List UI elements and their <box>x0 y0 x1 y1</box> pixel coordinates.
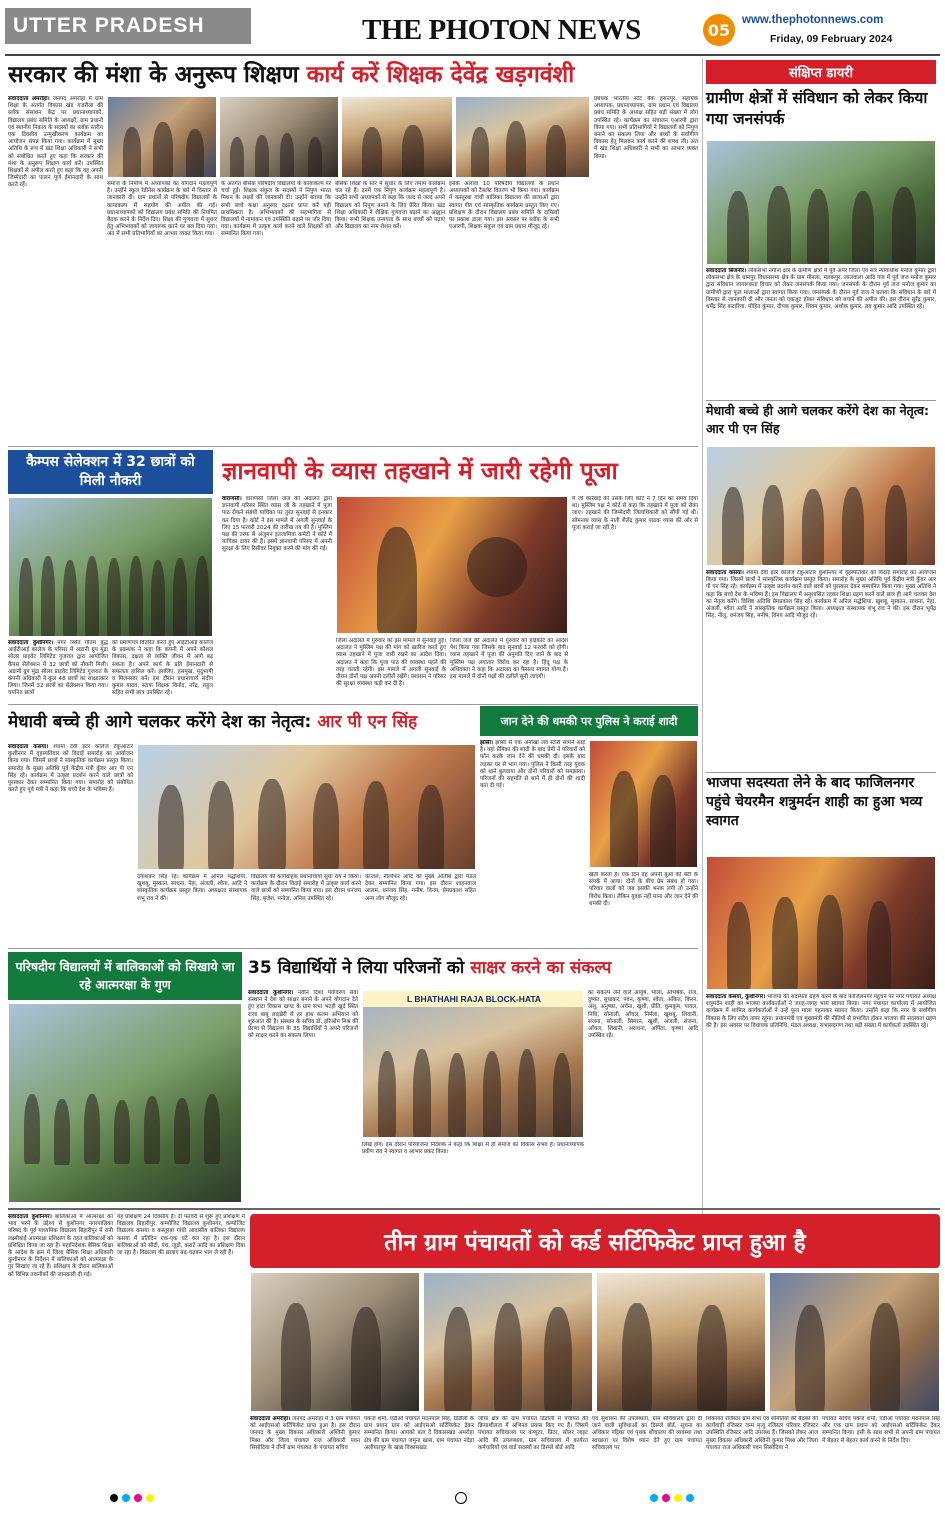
story5-col2: खेती करता है। एक दिन वह अपनी बुआ की बेटी के संपर्क में आया। दोनों के बीच प्रेम संबंध हो गया। परिवार वालों को जब इसकी भनक लगी तो उन्होंने विरोध किया। लेकिन युवक नहीं माना और जान देने की धमकी दी। <box>589 872 698 907</box>
story5-col1 <box>480 740 585 944</box>
story8-photo4 <box>769 1272 940 1412</box>
reg-dot <box>662 1494 670 1502</box>
story4-col2: दयाशंकर सिंह रहे। कार्यक्रम में अनिल मद्धेशिया, खुशबू, मुस्कान, साधना, नेहा, अंजली, श्वेता, आदि ने सांस्कृतिक कार्यक्रम प्रस्तुत किया। अध्यक्षता संस्थापक शंभू राव ने की। <box>137 874 247 902</box>
diary-headline2: मेधावी बच्चे ही आगे चलकर करेंगे देश का नेतृत्व: आर पी एन सिंह <box>706 403 930 436</box>
story8-text1: जनपद अमरोहा में 3 ग्राम पंचायत को आईएसओ सर्टिफिकेट प्राप्त हुआ है। इस दौरान जनपद के मुख्य विकास अधिकारी अश्विनी कुमार मिश्रा और जिला पंचायत राज अधिकारी पवन सिसोदिया ने तीनों ग्राम पंचायत के पंचायत सचिव <box>250 1416 360 1451</box>
story6-photo <box>8 1003 242 1203</box>
story1-col6: प्रबंधक भारतीय स्टेट बैंक हसनपुर, सहायक अध्यापक, प्रधानाध्यापक, ग्राम प्रधान एवं विद्यालय प्रबंध समिति के अध्यक्ष सहित बड़ी संख्या में लोग उपस्थित रहे। कार्यक्रम का संचालन एआरपी द्वारा किया गया। सभी प्रतिभागियों ने विद्यालयों को निपुण बनाने का संकल्प लिया और बच्चों के सर्वांगीण विकास हेतु मिलकर कार्य करने की शपथ ली। अंत में खंड शिक्षा अधिकारी ने सभी का आभार व्यक्त किया। <box>594 96 698 160</box>
page-number: 05 <box>707 20 731 40</box>
story8-col4: एवं सुशासन की उपलब्धता, ग्राम सचिवालय द्वारा दी जाने वाली सुविधाओं का डिस्प्ले बोर्ड, सूचना का अधिकार पट्टिका एवं पृथक शौचालय की व्यवस्था तथा स्वच्छता पर विशेष ध्यान देते हुए ग्राम पंचायत सचिवालय पर <box>592 1416 702 1451</box>
story1-headline-red: कार्य करें शिक्षक देवेंद्र खड़गवंशी <box>306 62 575 88</box>
diary-text: लोकसभा नगीना क्षेत्र के ग्रामीण क्षेत्रों में पूर्व अपर जिला एवं सत्र न्यायाधीश मनोज कुमार द्वारा लोकसभा क्षेत्र के धामपुर विधानसभा क्षेत्र के ग्राम मीनला, मलकपुर, लालवाला आदि गांव में पूर्व जज मनोज कुमार द्वारा संविधान जागरूकता विचार को लेकर जनसंपर्क किया गया। जनसंपर्क के दौरान पूर्व जज मनोज कुमार का ग्रामीणों द्वारा फूल मालाओं द्वारा स्वागत किया गया। जनसंपर्क के दौरान पूर्व जज ने बताया कि संविधान के बारे में विस्तार से जानकारी दी और जनता को एकजुट होकर संविधान को बचाने की अपील की। इस दौरान सुरेंद्र कुमार, धर्मेंद्र सिंह कटारिया, मोहित कुमार, दीपक कुमार, शिवम कुमार, अशोक कुमार, लव कुमार आदि उपस्थित रहे। <box>706 268 936 311</box>
story7-photo <box>362 990 584 1138</box>
diary-byline3: संवाददाता कसया, कुशीनगर। <box>706 994 766 1000</box>
website-link[interactable]: www.thephotonnews.com <box>742 14 884 26</box>
story7-headline-black: 35 विद्यार्थियों ने लिया परिजनों को <box>248 958 465 978</box>
story8-photo1 <box>250 1272 420 1412</box>
row2-rule <box>8 446 698 447</box>
story7-col2: लिखे होंगे। इस दौरान परियोजना निदेशक ने कहा कि शिक्षा से ही समाज का विकास संभव है। प्रधानाध्यापक प्रवीण राव ने स्वागत व आभार प्रकट किया। <box>362 1142 584 1156</box>
row5-rule <box>8 1208 940 1210</box>
reg-dot <box>674 1494 682 1502</box>
story8-col5: शिकायत रजिस्टर ग्राम सभा एवं समितियों की बैठकों की कार्यवाही रजिस्टर जन्म मृत्यु रजिस्टर परिवार रजिस्टर उपस्थिति रजिस्टर आदि उपलब्ध हैं। जिसको लेकर आज मुख्य विकास अधिकारी अश्विनी कुमार मिश्रा और जिला पंचायत राज अधिकारी पवन सिसोदिया ने <box>706 1416 818 1451</box>
story1-headline <box>8 58 698 94</box>
story2-col2: को प्रमाणपत्र वितरित करते हुए आईटीआई कालेज के प्रबन्धक ने कहा कि कंपनी में अपने कौशल विकास, दक्षता से व्यक्ति जीवन में आगे बढ़ सकता है। अपने कार्य के प्रति ईमानदारी से सफलता हासिल करें। इसलिए, हंसमुख, मृदुभाषी व मिलनसार बनें। इस दौरान प्रधानाचार्य संदीप कुमार यादव, स्टाफ शिक्षक विनोद, नरेंद्र, राहुल सहित सभी छात्र उपस्थित रहे। <box>112 640 213 697</box>
story3-byline: वाराणसी। <box>222 496 242 502</box>
reg-dot <box>134 1494 142 1502</box>
row3-rule <box>8 704 698 705</box>
row4-rule <box>8 948 698 949</box>
story8-col2: पंकज शर्मा, एडीओ पंचायत मदनपाल सिंह, डिडौली के ग्राम प्रधान ग्राम को आईएसओ सर्टिफिकेट देकर सम्मानित किया। आपको बता दें विकासखंड अमरोहा क्षेत्र की ग्राम पंचायत जमुना खास, ग्राम पंचायत नंदेड़ा अलीयारपुर के खाद्य विकासखंड <box>364 1416 474 1451</box>
story1-photo4 <box>455 96 590 178</box>
story4-headline <box>8 706 476 740</box>
diary-body3 <box>706 994 936 1154</box>
story4-col3: विद्यालय की कार्यवाहक प्रधानाचार्या सुधा राय ने किया। कार्यक्रम के दौरान विदाई समारोह में उत्कृष्ट कार्य करने वाले छात्रों को सम्मानित किया गया। इस दौरान धनंजय सिंह, बृजेश, मनोज, अनिल उपस्थित रहे। <box>251 874 361 902</box>
story5-byline: झांसी। <box>480 740 494 746</box>
story1-byline: संवाददाता अमरोहा। <box>8 96 50 102</box>
reg-dot <box>650 1494 658 1502</box>
story7-headline-red: साक्षर करने का संकल्प <box>470 958 612 978</box>
issue-date: Friday, 09 February 2024 <box>770 33 893 45</box>
diary-photo3 <box>706 856 936 990</box>
story2-text1: नगर स्थित गौतम बुद्ध आईटीआई कालेज के परिसर में अडानी ग्रुप मुंद्रा सोलर प्राइवेट लिमिटेड गुजरात द्वारा आयोजित कैंपस सेलेक्शन में 32 छात्रों को नौकरी मिली। अडानी ग्रुप मुंद्रा सोलर प्राइवेट लिमिटेड गुजरात के कंपनी अधिकारी ने कुल 48 छात्रों का साक्षात्कार लिया। जिनमें 32 छात्रों का सेलेक्शन किया गया। चयनित छात्रों <box>8 640 108 697</box>
story6-col2: यह प्रशिक्षण 24 दिवसीय है। दो फरवरी से शुरू हुए प्रशिक्षण में विद्यालय बिहारीपुर, कम्पोजिट विद्यालय कुशीनगर, कम्पोजिट विद्यालय कसया व कस्तूरबा गांधी आवासीय बालिका विद्यालय कसया में प्रतिदिन एक-एक घंटे चल रहा है। इस दौरान बालिकाओं को सीटी, पंच, जूडो, कराटे आदि का प्रशिक्षण दिया जा रहा है। विद्यालय की छात्राएं बढ़-चढ़कर भाग ले रही हैं। <box>117 1214 245 1257</box>
diary-text2: श्यामा देवी इंटर कॉलेज टेकुआटार कुशीनगर में वृहस्पतिवार को विदाई समारोह का आयोजन किया गया। जिसमें छात्रों ने सांस्कृतिक कार्यक्रम प्रस्तुत किया। समारोह के मुख्य अतिथि पूर्व केंद्रीय मंत्री कुँवर आर पी एन सिंह रहे। कार्यक्रम में उत्कृष्ट प्रदर्शन करने वाले छात्रों को पुरस्कार देकर सम्मानित किया गया। मुख्य अतिथि ने कहा कि बच्चे देश के भविष्य हैं। इस विद्यालय में अनुशासित रहकर शिक्षा ग्रहण करने वाले छात्र ही आगे चलकर देश का नेतृत्व करेंगे। विशिष्ट अतिथि प्रेमप्रकाश सिंह रहे। कार्यक्रम में अनिल मद्धेशिया, खुशबू, मुस्कान, साधना, नेहा, अंजली, श्वेता आदि ने सांस्कृतिक कार्यक्रम प्रस्तुत किया। अध्यक्षता संस्थापक शंभू राव ने की। इस दौरान भूपेंद्र सिंह, नीलू, धनंजय सिंह, मनीष, विनय आदि मौजूद रहे। <box>706 570 936 620</box>
story7-headline <box>248 952 698 986</box>
story1-photo2 <box>219 96 339 178</box>
registration-crosshair <box>455 1492 467 1504</box>
story1-text1: जनपद अमरोहा में ग्राम शिक्षा के अंतर्गत विकास खंड गजरौला की ब्लॉक संसाधन केंद्र पर प्रधानाध्यापकों, विद्यालय प्रबंध समिति के अध्यक्षों, ग्राम प्रधानों एवं स्थानीय निकाय के सदस्यों का ब्लॉक स्तरीय एक दिवसीय उन्मुखीकरण कार्यक्रम का आयोजन संपन्न किया गया। कार्यक्रम में मुख्य अतिथि के रूप में खंड शिक्षा अधिकारी ने सभी को संबोधित करते हुए कहा कि सरकार की मंशा के अनुरूप शिक्षण कार्य करें। उपस्थित शिक्षकों से अपील करते हुए कहा कि वह अपनी जिम्मेदारी का पालन पूर्ण ईमानदारी के साथ करते रहें। <box>8 96 103 189</box>
story4-headline-red: आर पी एन सिंह <box>317 712 418 732</box>
diary-banner-text: संक्षिप्त डायरी <box>789 66 853 81</box>
registration-marks-right <box>650 1494 780 1504</box>
diary-photo1 <box>706 140 936 265</box>
story1-photo1 <box>107 96 217 178</box>
story7-byline: संवाददाता कुशीनगर। <box>248 990 294 996</box>
story1-col1 <box>8 96 103 442</box>
story2-headline: कैम्पस सेलेक्शन में 32 छात्रों को मिली नौकरी <box>26 454 195 489</box>
story1-col5: इसके अलावा 10 परिषदीय विद्यालयों के प्रधान अध्यापकों को टैबलेट वितरण भी किया गया। कार्यक्रम में कस्तूरबा गांधी बालिका विद्यालय की छात्राओं द्वारा स्वागत गीत एवं सांस्कृतिक कार्यक्रम प्रस्तुत किए गए। प्रशिक्षण के दौरान विद्यालय प्रबंध समिति के दायित्वों पर प्रकाश डाला गया। इस अवसर पर ब्लॉक के सभी एआरपी, शिक्षक संकुल एवं ग्राम प्रधान मौजूद रहे। <box>449 181 559 231</box>
diary-body2 <box>706 570 936 770</box>
story3-text1: वाराणसी जिला जज की अदालत द्वारा ज्ञानवापी परिसर स्थित व्यास जी के तहखाने में पूजा पाठ रोकने संबंधी याचिका पर तुरंत सुनवाई से इनकार कर दिया है। कोर्ट ने इस मामले में अगली सुनवाई के लिए 15 फरवरी 2024 की तारीख तय की है। मुस्लिम पक्ष की तरफ से अंजुमन इंतजामिया कमेटी ने कोर्ट में याचिका दायर की है। इसमें ज्ञानवापी परिसर में अपनी सुरक्षा के लिए रिसीवर नियुक्त करने की मांग की गई। <box>222 496 332 553</box>
story4-col1 <box>8 744 133 944</box>
reg-dot <box>686 1494 694 1502</box>
story5-text1: झांसी से एक अनोखा लव स्टोरी सामने आई है। यहां प्रेमिका की शादी के बाद प्रेमी ने परिवारों को फोन करके जान देने की धमकी दी। इसके बाद लड़का घर से भाग गया। पुलिस ने किसी तरह युवक को थाने बुलवाया और दोनों परिवारों को समझाया। परिजनों की सहमति से थाने में ही दोनों की शादी करा दी गई। <box>480 740 585 790</box>
story8-photo2 <box>423 1272 593 1412</box>
section-label: UTTER PRADESH <box>13 14 205 37</box>
story8-photo3 <box>596 1272 766 1412</box>
story6-byline: संवाददाता कुशीनगर। <box>8 1214 52 1220</box>
diary-rule1 <box>706 400 936 401</box>
diary-banner <box>706 60 936 84</box>
diary-byline: संवाददाता बिजनौर। <box>706 268 747 274</box>
story8-banner <box>250 1214 940 1268</box>
story2-banner <box>8 450 213 494</box>
diary-headline3: भाजपा सदस्यता लेने के बाद फाजिलनगर पहुंचे चेयरमैन शत्रुमर्दन शाही का हुआ भव्य स्वागत <box>706 775 923 829</box>
story2-photo <box>8 497 213 637</box>
reg-dot <box>122 1494 130 1502</box>
story1-col3: के अंतर्गत बेसिक परिषदीय विद्यालयों के कायाकल्प पर चर्चा हुई। शिक्षक संकुल के सदस्यों ने निपुण भारत मिशन के लक्ष्यों की जानकारी दी। उन्होंने बताया कि सभी बच्चे कक्षा अनुसार दक्षता प्राप्त करें यही प्राथमिकता है। अभिभावकों की सहभागिता से विद्यालयों में नामांकन एवं उपस्थिति बढ़ाने पर जोर दिया गया। कार्यक्रम में उत्कृष्ट कार्य करने वाले शिक्षकों को सम्मानित किया गया। <box>221 181 331 238</box>
diary-rule2 <box>706 772 936 773</box>
story8-byline: संवाददाता अमरोहा। <box>250 1416 291 1422</box>
story3-col2: जिला अदालत में गुरुवार को इस मामले में सुनवाई हुई। अदालत ने मुस्लिम पक्ष की मांग को खारिज करते हुए व्यास तहखाने में पूजा जारी रखने का आदेश दिया। अदालत ने कहा कि पूजा पाठ की व्यवस्था पहले की तरह चलती रहेगी। इस मामले में अगली सुनवाई के दौरान दोनों पक्ष अपनी दलीलें रखेंगे। प्रशासन ने परिसर की सुरक्षा व्यवस्था कड़ी कर दी है। <box>336 638 446 688</box>
diary-body <box>706 268 936 398</box>
story5-photo <box>589 740 698 868</box>
diary-text3: भाजपा की सदस्यता ग्रहण करने के बाद फाजिलनगर पहुंचने पर नगर पंचायत अध्यक्ष शत्रुमर्दन शाही का भाजपा कार्यकर्ताओं ने जगह-जगह भव्य स्वागत किया। नगर पंचायत कार्यालय में आयोजित कार्यक्रम में शामिल कार्यकर्ताओं ने उन्हें फूल माला पहनाकर स्वागत किया। उन्होंने कहा कि नगर के सर्वांगीण विकास के लिए सदैव तत्पर रहूंगा। प्रधानमंत्री एवं मुख्यमंत्री की नीतियों से प्रभावित होकर भाजपा की सदस्यता ग्रहण की है। इस अवसर पर विधायक प्रतिनिधि, मंडल अध्यक्ष, सभासदगण तथा बड़ी संख्या में कार्यकर्ता उपस्थित रहे। <box>706 994 936 1029</box>
story6-headline: परिषदीय विद्यालयों में बालिकाओं को सिखाये जा रहे आत्मरक्षा के गुण <box>15 959 235 992</box>
story3-col1 <box>222 496 332 700</box>
story5-banner <box>480 706 698 736</box>
masthead-title: THE PHOTON NEWS <box>362 13 641 46</box>
story5-headline: जान देने की धमकी पर पुलिस ने कराई शादी <box>500 714 678 728</box>
reg-dot <box>146 1494 154 1502</box>
story6-text1: बालिकाओं में आत्मरक्षा का भाव भरने के उद्देश्य से कुशीनगर नगरपालिका परिषद के पूर्व माध्यमिक विद्यालय बिहारीपुर में रानी लक्ष्मीबाई आत्मरक्षा प्रशिक्षण के तहत बालिकाओं को प्रशिक्षित किया जा रहा है। महानिदेशक बेसिक शिक्षा के आदेश के क्रम में जिला बेसिक शिक्षा अधिकारी कुशीनगर के निर्देशन में बालिकाओं को आत्मरक्षा के गुर सिखाए जा रहे हैं। प्रशिक्षण के दौरान बालिकाओं को विभिन्न तकनीकों की जानकारी दी गई। <box>8 1214 113 1278</box>
story4-photo <box>137 744 476 870</box>
story4-byline: संवाददाता कसया। <box>8 744 49 750</box>
story7-text1: नवीन दिशा पर्यावरण सेवा संस्थान ने देश को साक्षर बनाने के अपने योगदान देते हुए हाटा विकास खण्ड के ग्राम सभा भटही खुर्द स्थित राजा बाबू लाइब्रेरी से हर हाथ कलम अभियान को शुरुआत की है। संस्थान के सचिव डॉ. हरिओम मिश्र की प्रेरणा से विद्यालय के 35 विद्यार्थियों ने अपने परिजनों को साक्षर करने का संकल्प लिया। <box>248 990 358 1040</box>
story3-col4: में जो कार्रवाई की उसके लिए कोर्ट ने 7 दिन का समय दिया था। मुस्लिम पक्ष ने कोर्ट से कहा कि तहखाने में पूजा को रोका जाए। तहखाने की जिम्मेदारी जिलाधिकारी को सौंपी गई थी। सोमनाथ व्यास के नाती शैलेंद्र कुमार पाठक व्यास की ओर से पूजा कराई जा रही है। <box>572 496 698 531</box>
masthead <box>362 10 662 50</box>
diary-byline2: संवाददाता कसया। <box>706 570 744 576</box>
story8-headline: तीन ग्राम पंचायतों को कर्ड सर्टिफिकेट प्राप्त हुआ है <box>384 1230 806 1256</box>
story6-col1 <box>8 1214 113 1484</box>
header-rule <box>5 54 940 56</box>
story1-photo3 <box>341 96 453 178</box>
story3-photo <box>336 496 568 634</box>
diary-headline: ग्रामीण क्षेत्रों में संविधान को लेकर किया गया जनसंपर्क <box>706 89 928 128</box>
story3-col3: जिला जज की अदालत में गुरुवार को हाईकोर्ट का आदेश पेश किया गया जिसके बाद सुनवाई 12 फरवरी को होगी। व्यास तहखाने में पूजा की अनुमति दिए जाने के बाद से मुस्लिम पक्ष लगातार विरोध कर रहा है। हिंदू पक्ष के अधिवक्ता ने कहा कि अदालत का फैसला स्वागत योग्य है। इस मामले में दोनों पक्षों की दलीलें सुनी जाएंगी। <box>450 638 568 681</box>
story4-col4: काजल, नीलोफर आदि को मुख्य अतिथि द्वारा मेडल देकर सम्मानित किया गया। इस दौरान शाहनवाज आलम, धनंजय सिंह, मनीष, विनय, प्रेमप्रकाश सहित अन्य लोग मौजूद रहे। <box>365 874 476 902</box>
story2-byline: संवाददाता कुशीनगर। <box>8 640 54 646</box>
diary-photo2 <box>706 446 936 566</box>
story8-col6: पंचायत सचिव पंकज शर्मा, एडीओ पंचायत मदनपाल सिंह और एक ग्राम प्रधान को आईएसओ सर्टिफिकेट देकर सम्मानित किया। इसी के साथ सभी से अपनी ग्राम पंचायत में बेहतर से बेहतर कार्य करने के निर्देश दिए। <box>822 1416 940 1444</box>
story4-headline-black: मेधावी बच्चे ही आगे चलकर करेंगे देश का नेतृत्व: <box>8 712 312 732</box>
story7-photo-banner: L BHATHAHI RAJA BLOCK-HATA <box>363 991 584 1007</box>
story1-col4: बेसिक शिक्षा के स्तर में सुधार के लिए तमाम कार्यक्रम चल रहे हैं। इनमें एक निपुण कार्यक्रम महत्वपूर्ण है। उन्होंने सभी अध्यापकों से कहा कि जल्द से जल्द अपने विद्यालय को निपुण बनाने के लिए प्रेरित किया। खंड शिक्षा अधिकारी ने शैक्षिक गुणवत्ता बढ़ाने का आह्वान किया। सभी शिक्षक तन्मयता के साथ बच्चों को पढ़ाएं और विद्यालय का नाम रोशन करें। <box>335 181 445 231</box>
story7-col3: का संकल्प लेने वाले आयुष, भोला, अभिषेक, राज, दुष्यंत, सुधाकर, पवन, कृष्णा, श्वेता, अंकित, किरन, अंशु, अनुष्का, अर्चना, खुशी, प्रीति, कुमकुम, पायल, निधि, सोनाली, आँचल, निर्मला, खुशबू, शिवानी, संजना, सोनाली, सिमरन, खुशी, अंजली, संजना, आँचल, शिवानी, अराधना, अर्पिता, कृष्णा आदि उपस्थित रहे। <box>588 990 698 1040</box>
story4-text1: श्यामा देवी इंटर कॉलेज टेकुआटार कुशीनगर में वृहस्पतिवार को विदाई समारोह का आयोजन किया गया। जिसमें छात्रों ने सांस्कृतिक कार्यक्रम प्रस्तुत किया। समारोह के मुख्य अतिथि पूर्व केंद्रीय मंत्री कुँवर आर पी एन सिंह रहे। कार्यक्रम में उत्कृष्ट प्रदर्शन करने वाले छात्रों को पुरस्कार देकर सम्मानित किया गया। समारोह को संबोधित करते हुए पूर्व मंत्री ने कहा कि बच्चे देश के भविष्य हैं। <box>8 744 133 794</box>
story8-col1 <box>250 1416 360 1486</box>
page-number-badge <box>703 14 735 46</box>
story2-col1 <box>8 640 108 700</box>
registration-marks <box>110 1494 240 1504</box>
reg-dot <box>110 1494 118 1502</box>
section-label-box <box>5 8 251 44</box>
story7-col1 <box>248 990 358 1204</box>
story8-col3: जोया क्षेत्र की ग्राम पंचायत डिडोली में पंचायत की क्रियाशीलता में अभिनव प्रयास किए गए हैं। जिसमें पंचायत सचिवालय पर कंप्यूटर, प्रिंटर, सोलर लाइट आदि की उपलब्धता, ग्राम सचिवालय में कार्यरत कर्मचारियों एवं वार्ड सदस्यों का डिस्प्ले बोर्ड आदि <box>478 1416 588 1451</box>
story1-headline-black: सरकार की मंशा के अनुरूप शिक्षण <box>8 62 299 88</box>
story3-headline: ज्ञानवापी के व्यास तहखाने में जारी रहेगी पूजा <box>222 457 618 485</box>
story6-banner <box>8 952 242 1000</box>
story1-col2: समाज के निर्माण में अध्यापकों का योगदान महत्वपूर्ण है। उन्होंने स्कूल रेडीनेस कार्यक्रम के बारे में विस्तार से जानकारी दी। ग्राम प्रधानों से परिषदीय विद्यालयों के कायाकल्प में सहयोग की अपील की गई। प्रधानाध्यापकों को विद्यालय प्रबंध समिति की नियमित बैठक करने के निर्देश दिए। शिक्षा की गुणवत्ता में सुधार हेतु अभिभावकों को जागरूक करने पर बल दिया गया। अंत में सभी प्रतिभागियों का आभार व्यक्त किया गया। <box>107 181 217 238</box>
